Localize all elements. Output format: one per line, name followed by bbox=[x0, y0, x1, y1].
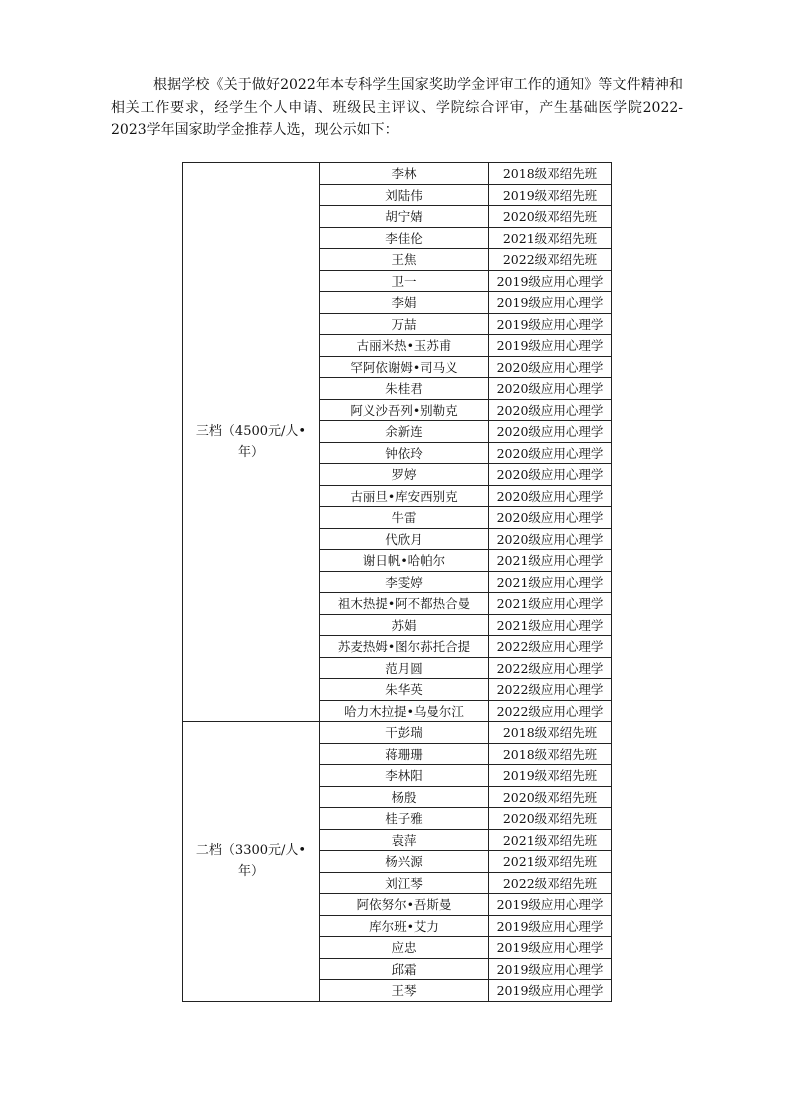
student-class: 2018级邓绍先班 bbox=[489, 743, 612, 765]
student-name: 余新连 bbox=[320, 421, 489, 443]
student-name: 刘江琴 bbox=[320, 872, 489, 894]
student-name: 卫一 bbox=[320, 270, 489, 292]
student-class: 2018级邓绍先班 bbox=[489, 163, 612, 185]
student-class: 2021级应用心理学 bbox=[489, 571, 612, 593]
student-name: 阿依努尔•吾斯曼 bbox=[320, 894, 489, 916]
student-name: 桂子雅 bbox=[320, 808, 489, 830]
student-name: 朱华英 bbox=[320, 679, 489, 701]
student-class: 2020级应用心理学 bbox=[489, 399, 612, 421]
student-name: 朱桂君 bbox=[320, 378, 489, 400]
recipient-table bbox=[182, 162, 612, 1002]
student-class: 2021级邓绍先班 bbox=[489, 829, 612, 851]
student-name: 库尔班•艾力 bbox=[320, 915, 489, 937]
recipient-table-body bbox=[183, 163, 612, 1002]
student-class: 2020级应用心理学 bbox=[489, 528, 612, 550]
student-class: 2021级应用心理学 bbox=[489, 593, 612, 615]
student-name: 蒋珊珊 bbox=[320, 743, 489, 765]
student-name: 罕阿依谢姆•司马义 bbox=[320, 356, 489, 378]
student-class: 2019级应用心理学 bbox=[489, 270, 612, 292]
student-class: 2019级应用心理学 bbox=[489, 335, 612, 357]
student-name: 阿义沙吾列•别勒克 bbox=[320, 399, 489, 421]
notice-paragraph bbox=[111, 74, 683, 142]
student-class: 2022级应用心理学 bbox=[489, 679, 612, 701]
student-name: 古丽旦•库安西别克 bbox=[320, 485, 489, 507]
student-class: 2022级邓绍先班 bbox=[489, 249, 612, 271]
table-row bbox=[183, 163, 612, 185]
student-class: 2019级应用心理学 bbox=[489, 937, 612, 959]
student-name: 谢日帆•哈帕尔 bbox=[320, 550, 489, 572]
student-class: 2020级应用心理学 bbox=[489, 485, 612, 507]
student-class: 2019级邓绍先班 bbox=[489, 184, 612, 206]
student-class: 2020级邓绍先班 bbox=[489, 808, 612, 830]
student-name: 李林阳 bbox=[320, 765, 489, 787]
student-name: 李娟 bbox=[320, 292, 489, 314]
student-class: 2021级邓绍先班 bbox=[489, 851, 612, 873]
student-class: 2019级应用心理学 bbox=[489, 915, 612, 937]
student-name: 刘陆伟 bbox=[320, 184, 489, 206]
student-class: 2019级应用心理学 bbox=[489, 292, 612, 314]
notice-text: 根据学校《关于做好2022年本专科学生国家奖助学金评审工作的通知》等文件精神和相关工作要求，经学生个人申请、班级民主评议、学院综合评审，产生基础医学院2022-2023学年国家助学金推荐人选，现公示如下： bbox=[111, 77, 683, 138]
student-class: 2019级邓绍先班 bbox=[489, 765, 612, 787]
student-name: 范月圆 bbox=[320, 657, 489, 679]
student-name: 罗婷 bbox=[320, 464, 489, 486]
student-name: 钟依玲 bbox=[320, 442, 489, 464]
student-class: 2020级邓绍先班 bbox=[489, 786, 612, 808]
student-name: 王琴 bbox=[320, 980, 489, 1002]
student-name: 李雯婷 bbox=[320, 571, 489, 593]
student-name: 杨殷 bbox=[320, 786, 489, 808]
student-class: 2020级应用心理学 bbox=[489, 464, 612, 486]
table-row bbox=[183, 722, 612, 744]
student-class: 2019级应用心理学 bbox=[489, 894, 612, 916]
student-class: 2020级邓绍先班 bbox=[489, 206, 612, 228]
student-class: 2022级应用心理学 bbox=[489, 636, 612, 658]
student-class: 2020级应用心理学 bbox=[489, 356, 612, 378]
student-class: 2022级应用心理学 bbox=[489, 657, 612, 679]
tier-label: 三档（4500元/人•年） bbox=[183, 163, 320, 722]
student-class: 2021级应用心理学 bbox=[489, 614, 612, 636]
student-class: 2021级邓绍先班 bbox=[489, 227, 612, 249]
student-name: 苏麦热姆•图尔荪托合提 bbox=[320, 636, 489, 658]
student-class: 2020级应用心理学 bbox=[489, 442, 612, 464]
student-name: 胡宁婧 bbox=[320, 206, 489, 228]
student-name: 应忠 bbox=[320, 937, 489, 959]
tier-label: 二档（3300元/人•年） bbox=[183, 722, 320, 1002]
student-name: 万喆 bbox=[320, 313, 489, 335]
student-name: 祖木热提•阿不都热合曼 bbox=[320, 593, 489, 615]
student-name: 古丽米热•玉苏甫 bbox=[320, 335, 489, 357]
student-name: 牛雷 bbox=[320, 507, 489, 529]
student-class: 2020级应用心理学 bbox=[489, 421, 612, 443]
student-name: 干彭瑞 bbox=[320, 722, 489, 744]
student-class: 2019级应用心理学 bbox=[489, 980, 612, 1002]
student-name: 李佳伦 bbox=[320, 227, 489, 249]
student-name: 杨兴源 bbox=[320, 851, 489, 873]
student-name: 李林 bbox=[320, 163, 489, 185]
student-name: 邱霜 bbox=[320, 958, 489, 980]
student-name: 袁萍 bbox=[320, 829, 489, 851]
student-class: 2020级应用心理学 bbox=[489, 378, 612, 400]
student-class: 2019级应用心理学 bbox=[489, 313, 612, 335]
student-class: 2022级应用心理学 bbox=[489, 700, 612, 722]
student-class: 2019级应用心理学 bbox=[489, 958, 612, 980]
student-name: 王焦 bbox=[320, 249, 489, 271]
student-name: 哈力木拉提•乌曼尔江 bbox=[320, 700, 489, 722]
student-class: 2021级应用心理学 bbox=[489, 550, 612, 572]
student-name: 苏娟 bbox=[320, 614, 489, 636]
student-class: 2022级邓绍先班 bbox=[489, 872, 612, 894]
student-name: 代欣月 bbox=[320, 528, 489, 550]
student-class: 2020级应用心理学 bbox=[489, 507, 612, 529]
student-class: 2018级邓绍先班 bbox=[489, 722, 612, 744]
